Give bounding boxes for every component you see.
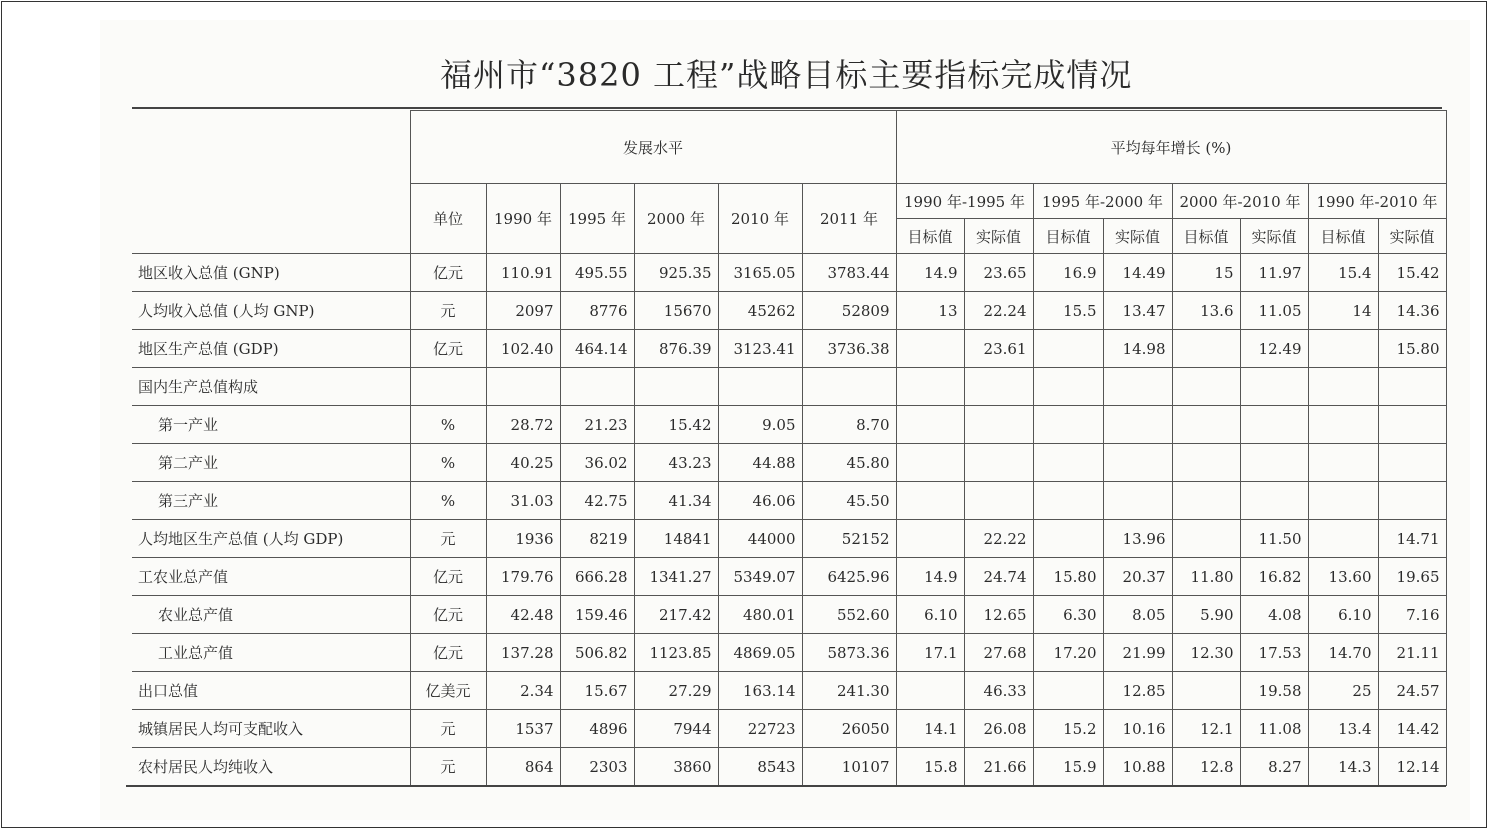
- actual-value: 20.37: [1103, 558, 1172, 596]
- target-value: 15.5: [1033, 292, 1103, 330]
- indicator-name: 工业总产值: [132, 634, 410, 672]
- target-value: [1172, 330, 1240, 368]
- year-header: 2010 年: [718, 184, 802, 254]
- actual-value: 14.98: [1103, 330, 1172, 368]
- level-value: 3860: [634, 748, 718, 786]
- level-value: 110.91: [486, 254, 560, 292]
- target-value: 14.9: [896, 558, 964, 596]
- level-value: 3736.38: [802, 330, 896, 368]
- target-value: 13: [896, 292, 964, 330]
- target-value: [1308, 444, 1378, 482]
- unit-cell: 元: [410, 748, 486, 786]
- level-value: 8776: [560, 292, 634, 330]
- level-value: 1123.85: [634, 634, 718, 672]
- header-row-groups: [132, 111, 1446, 184]
- target-value: 13.6: [1172, 292, 1240, 330]
- actual-value: 15.80: [1378, 330, 1446, 368]
- level-value: 864: [486, 748, 560, 786]
- actual-value: 11.08: [1240, 710, 1308, 748]
- target-value: 15.4: [1308, 254, 1378, 292]
- actual-value: [964, 406, 1033, 444]
- target-value: [896, 520, 964, 558]
- target-value: 14.3: [1308, 748, 1378, 786]
- actual-value: 15.42: [1378, 254, 1446, 292]
- target-value: [1033, 444, 1103, 482]
- table-row: [132, 330, 1446, 368]
- unit-header: 单位: [410, 184, 486, 254]
- actual-value: 24.74: [964, 558, 1033, 596]
- level-value: 925.35: [634, 254, 718, 292]
- level-value: 36.02: [560, 444, 634, 482]
- table-row: [132, 368, 1446, 406]
- target-value: [896, 482, 964, 520]
- target-value: 17.20: [1033, 634, 1103, 672]
- target-header: 目标值: [1308, 219, 1378, 254]
- level-value: 31.03: [486, 482, 560, 520]
- unit-cell: [410, 368, 486, 406]
- unit-cell: %: [410, 406, 486, 444]
- indicator-name: 农业总产值: [132, 596, 410, 634]
- indicator-name: 出口总值: [132, 672, 410, 710]
- target-value: 6.30: [1033, 596, 1103, 634]
- level-value: 666.28: [560, 558, 634, 596]
- actual-value: 13.96: [1103, 520, 1172, 558]
- actual-header: 实际值: [964, 219, 1033, 254]
- level-value: 102.40: [486, 330, 560, 368]
- table-row: [132, 634, 1446, 672]
- level-value: 45262: [718, 292, 802, 330]
- level-value: 42.48: [486, 596, 560, 634]
- year-header: 1990 年: [486, 184, 560, 254]
- year-header: 1995 年: [560, 184, 634, 254]
- actual-value: 19.58: [1240, 672, 1308, 710]
- target-value: [896, 368, 964, 406]
- target-value: [1033, 406, 1103, 444]
- target-value: 15: [1172, 254, 1240, 292]
- actual-value: 4.08: [1240, 596, 1308, 634]
- unit-cell: 亿元: [410, 254, 486, 292]
- actual-value: 21.11: [1378, 634, 1446, 672]
- target-value: [1308, 406, 1378, 444]
- actual-value: [964, 368, 1033, 406]
- actual-value: [1103, 482, 1172, 520]
- level-value: 8219: [560, 520, 634, 558]
- level-value: 21.23: [560, 406, 634, 444]
- level-value: 3783.44: [802, 254, 896, 292]
- indicator-name: 第三产业: [132, 482, 410, 520]
- level-value: 42.75: [560, 482, 634, 520]
- target-value: 6.10: [1308, 596, 1378, 634]
- table-row: [132, 406, 1446, 444]
- indicator-name: 第二产业: [132, 444, 410, 482]
- target-value: 5.90: [1172, 596, 1240, 634]
- table-row: [132, 520, 1446, 558]
- target-value: 17.1: [896, 634, 964, 672]
- level-value: 46.06: [718, 482, 802, 520]
- actual-value: [1240, 368, 1308, 406]
- actual-value: [1240, 482, 1308, 520]
- actual-value: 11.97: [1240, 254, 1308, 292]
- document-title: 福州市“3820 工程”战略目标主要指标完成情况: [440, 56, 1133, 94]
- level-value: 876.39: [634, 330, 718, 368]
- period-header: 1995 年-2000 年: [1033, 184, 1172, 219]
- actual-value: 23.65: [964, 254, 1033, 292]
- level-value: 464.14: [560, 330, 634, 368]
- target-value: 15.80: [1033, 558, 1103, 596]
- target-value: [896, 330, 964, 368]
- target-value: 15.8: [896, 748, 964, 786]
- target-value: 25: [1308, 672, 1378, 710]
- target-value: [1308, 368, 1378, 406]
- level-value: 480.01: [718, 596, 802, 634]
- actual-value: 8.27: [1240, 748, 1308, 786]
- actual-value: 21.99: [1103, 634, 1172, 672]
- period-header: 1990 年-1995 年: [896, 184, 1033, 219]
- actual-header: 实际值: [1103, 219, 1172, 254]
- actual-value: 11.50: [1240, 520, 1308, 558]
- table-row: [132, 254, 1446, 292]
- actual-value: [964, 482, 1033, 520]
- level-value: 15.42: [634, 406, 718, 444]
- actual-value: 22.24: [964, 292, 1033, 330]
- target-value: 13.60: [1308, 558, 1378, 596]
- level-value: 4896: [560, 710, 634, 748]
- level-value: 2303: [560, 748, 634, 786]
- actual-value: 7.16: [1378, 596, 1446, 634]
- target-value: 14.9: [896, 254, 964, 292]
- year-header: 2011 年: [802, 184, 896, 254]
- table-row: [132, 292, 1446, 330]
- unit-cell: 元: [410, 292, 486, 330]
- target-value: 15.2: [1033, 710, 1103, 748]
- table-row: [132, 444, 1446, 482]
- level-value: 8.70: [802, 406, 896, 444]
- table-row: [132, 596, 1446, 634]
- level-value: 45.80: [802, 444, 896, 482]
- level-value: 44.88: [718, 444, 802, 482]
- table-row: [132, 672, 1446, 710]
- target-value: [1308, 482, 1378, 520]
- target-header: 目标值: [896, 219, 964, 254]
- level-value: 552.60: [802, 596, 896, 634]
- actual-value: 12.85: [1103, 672, 1172, 710]
- target-value: 14: [1308, 292, 1378, 330]
- year-header: 2000 年: [634, 184, 718, 254]
- bottom-rule: [126, 785, 1446, 787]
- level-value: 7944: [634, 710, 718, 748]
- actual-value: 8.05: [1103, 596, 1172, 634]
- target-value: [896, 406, 964, 444]
- top-rule: [132, 107, 1442, 109]
- target-value: [1033, 520, 1103, 558]
- target-value: 14.70: [1308, 634, 1378, 672]
- actual-value: [1378, 482, 1446, 520]
- development-level-header: 发展水平: [410, 111, 896, 184]
- actual-value: 14.42: [1378, 710, 1446, 748]
- unit-cell: 亿元: [410, 596, 486, 634]
- actual-value: 10.88: [1103, 748, 1172, 786]
- indicator-name: 农村居民人均纯收入: [132, 748, 410, 786]
- actual-value: 21.66: [964, 748, 1033, 786]
- level-value: 3165.05: [718, 254, 802, 292]
- unit-cell: 亿元: [410, 330, 486, 368]
- target-value: [1172, 672, 1240, 710]
- period-header: 1990 年-2010 年: [1308, 184, 1446, 219]
- target-value: 12.30: [1172, 634, 1240, 672]
- target-value: [1033, 330, 1103, 368]
- target-value: [1172, 482, 1240, 520]
- level-value: 179.76: [486, 558, 560, 596]
- actual-value: 12.65: [964, 596, 1033, 634]
- level-value: 3123.41: [718, 330, 802, 368]
- level-value: 163.14: [718, 672, 802, 710]
- target-value: 14.1: [896, 710, 964, 748]
- table-row: [132, 710, 1446, 748]
- table-row: [132, 748, 1446, 786]
- indicator-name: 第一产业: [132, 406, 410, 444]
- level-value: 241.30: [802, 672, 896, 710]
- actual-value: 17.53: [1240, 634, 1308, 672]
- actual-value: [1103, 444, 1172, 482]
- target-value: 15.9: [1033, 748, 1103, 786]
- target-value: [1308, 330, 1378, 368]
- level-value: 26050: [802, 710, 896, 748]
- actual-value: 12.49: [1240, 330, 1308, 368]
- target-value: [1172, 406, 1240, 444]
- actual-value: [1378, 368, 1446, 406]
- indicator-name: 人均收入总值 (人均 GNP): [132, 292, 410, 330]
- level-value: 5349.07: [718, 558, 802, 596]
- table-row: [132, 558, 1446, 596]
- level-value: 14841: [634, 520, 718, 558]
- level-value: 159.46: [560, 596, 634, 634]
- actual-value: 14.36: [1378, 292, 1446, 330]
- level-value: 41.34: [634, 482, 718, 520]
- target-header: 目标值: [1172, 219, 1240, 254]
- indicator-name: 地区生产总值 (GDP): [132, 330, 410, 368]
- level-value: 10107: [802, 748, 896, 786]
- level-value: 495.55: [560, 254, 634, 292]
- level-value: 137.28: [486, 634, 560, 672]
- table-body: [132, 111, 1446, 786]
- level-value: 44000: [718, 520, 802, 558]
- indicator-name: 地区收入总值 (GNP): [132, 254, 410, 292]
- target-value: 12.8: [1172, 748, 1240, 786]
- level-value: 217.42: [634, 596, 718, 634]
- target-value: [1033, 482, 1103, 520]
- level-value: [634, 368, 718, 406]
- indicator-name: 工农业总产值: [132, 558, 410, 596]
- level-value: 15.67: [560, 672, 634, 710]
- avg-growth-header: 平均每年增长 (%): [896, 111, 1446, 184]
- level-value: 22723: [718, 710, 802, 748]
- level-value: 5873.36: [802, 634, 896, 672]
- unit-cell: 元: [410, 520, 486, 558]
- indicator-name: 城镇居民人均可支配收入: [132, 710, 410, 748]
- level-value: 9.05: [718, 406, 802, 444]
- actual-value: 11.05: [1240, 292, 1308, 330]
- target-value: [896, 444, 964, 482]
- level-value: 27.29: [634, 672, 718, 710]
- level-value: 15670: [634, 292, 718, 330]
- actual-value: [1378, 406, 1446, 444]
- unit-cell: 亿美元: [410, 672, 486, 710]
- target-header: 目标值: [1033, 219, 1103, 254]
- target-value: 6.10: [896, 596, 964, 634]
- actual-value: 22.22: [964, 520, 1033, 558]
- level-value: 43.23: [634, 444, 718, 482]
- target-value: [1172, 520, 1240, 558]
- corner-cell: [132, 111, 410, 254]
- unit-cell: 元: [410, 710, 486, 748]
- actual-value: 13.47: [1103, 292, 1172, 330]
- level-value: 1936: [486, 520, 560, 558]
- actual-value: 24.57: [1378, 672, 1446, 710]
- level-value: 1537: [486, 710, 560, 748]
- period-header: 2000 年-2010 年: [1172, 184, 1308, 219]
- unit-cell: %: [410, 482, 486, 520]
- level-value: 40.25: [486, 444, 560, 482]
- actual-value: 27.68: [964, 634, 1033, 672]
- level-value: 52152: [802, 520, 896, 558]
- level-value: 28.72: [486, 406, 560, 444]
- actual-header: 实际值: [1378, 219, 1446, 254]
- target-value: [1308, 520, 1378, 558]
- actual-value: [1240, 406, 1308, 444]
- actual-value: 23.61: [964, 330, 1033, 368]
- actual-value: 19.65: [1378, 558, 1446, 596]
- actual-value: [1103, 368, 1172, 406]
- target-value: [1172, 444, 1240, 482]
- target-value: 16.9: [1033, 254, 1103, 292]
- target-value: 12.1: [1172, 710, 1240, 748]
- unit-cell: 亿元: [410, 634, 486, 672]
- actual-header: 实际值: [1240, 219, 1308, 254]
- level-value: [560, 368, 634, 406]
- actual-value: 26.08: [964, 710, 1033, 748]
- indicator-table: [132, 110, 1447, 786]
- indicator-name: 国内生产总值构成: [132, 368, 410, 406]
- level-value: 1341.27: [634, 558, 718, 596]
- target-value: 13.4: [1308, 710, 1378, 748]
- actual-value: [1378, 444, 1446, 482]
- level-value: 8543: [718, 748, 802, 786]
- level-value: 2097: [486, 292, 560, 330]
- level-value: 52809: [802, 292, 896, 330]
- target-value: 11.80: [1172, 558, 1240, 596]
- level-value: 6425.96: [802, 558, 896, 596]
- target-value: [896, 672, 964, 710]
- actual-value: 14.49: [1103, 254, 1172, 292]
- target-value: [1033, 368, 1103, 406]
- actual-value: [964, 444, 1033, 482]
- level-value: [718, 368, 802, 406]
- unit-cell: %: [410, 444, 486, 482]
- actual-value: 12.14: [1378, 748, 1446, 786]
- actual-value: 14.71: [1378, 520, 1446, 558]
- level-value: 4869.05: [718, 634, 802, 672]
- level-value: 45.50: [802, 482, 896, 520]
- indicator-name: 人均地区生产总值 (人均 GDP): [132, 520, 410, 558]
- level-value: 2.34: [486, 672, 560, 710]
- level-value: 506.82: [560, 634, 634, 672]
- target-value: [1172, 368, 1240, 406]
- unit-cell: 亿元: [410, 558, 486, 596]
- actual-value: 16.82: [1240, 558, 1308, 596]
- level-value: [486, 368, 560, 406]
- actual-value: [1240, 444, 1308, 482]
- table-row: [132, 482, 1446, 520]
- actual-value: [1103, 406, 1172, 444]
- level-value: [802, 368, 896, 406]
- actual-value: 10.16: [1103, 710, 1172, 748]
- target-value: [1033, 672, 1103, 710]
- actual-value: 46.33: [964, 672, 1033, 710]
